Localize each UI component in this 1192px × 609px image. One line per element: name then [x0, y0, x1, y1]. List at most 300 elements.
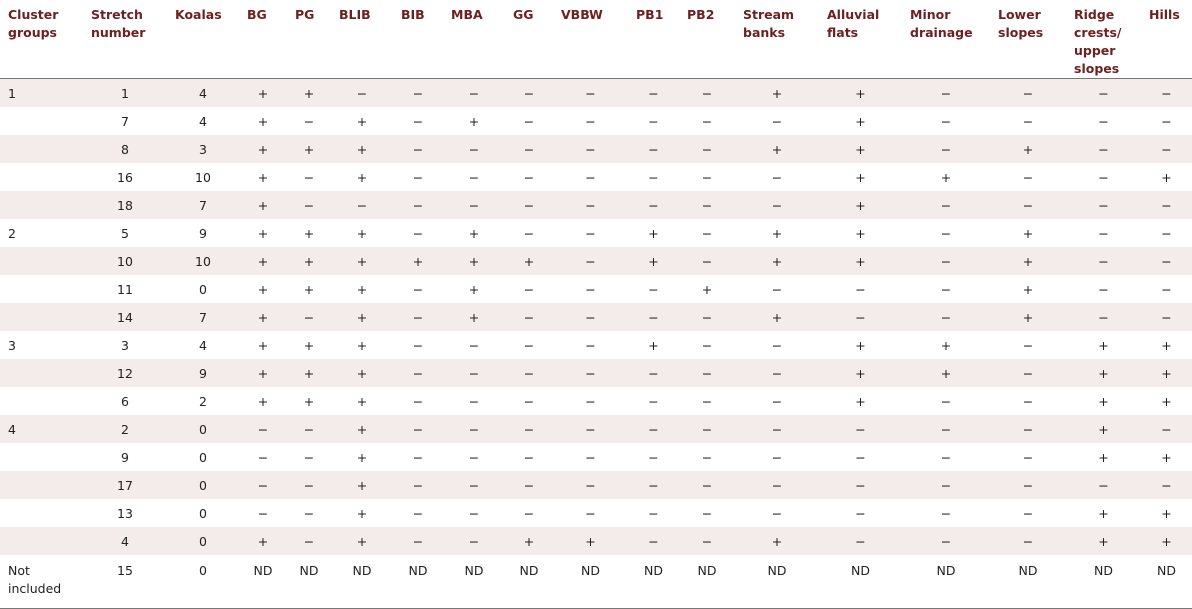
column-header: PG — [287, 0, 331, 79]
presence-cell: − — [902, 303, 990, 331]
presence-cell: − — [628, 191, 679, 219]
presence-cell: + — [855, 169, 866, 185]
table-row — [0, 79, 1192, 108]
table-row — [0, 107, 1192, 135]
presence-cell: + — [239, 527, 287, 555]
presence-cell: − — [553, 79, 628, 108]
presence-cell: − — [1098, 281, 1109, 297]
presence-cell: + — [735, 303, 819, 331]
presence-cell: ND — [1066, 555, 1141, 609]
cluster-cell — [0, 387, 83, 415]
table-row — [0, 219, 1192, 247]
presence-cell: + — [1141, 527, 1192, 555]
presence-cell: − — [1066, 191, 1141, 219]
presence-cell: − — [1161, 281, 1172, 297]
presence-cell: + — [648, 337, 659, 353]
presence-cell: + — [819, 191, 902, 219]
presence-cell: − — [303, 113, 315, 129]
presence-cell: − — [940, 449, 952, 465]
presence-cell: + — [1098, 505, 1109, 521]
presence-cell: − — [679, 415, 735, 443]
presence-cell: + — [331, 359, 393, 387]
presence-cell: + — [257, 225, 269, 241]
table-row — [0, 359, 1192, 387]
presence-cell: − — [523, 505, 535, 521]
stretch-cell: 8 — [83, 135, 167, 163]
koalas-cell: 10 — [195, 169, 211, 185]
stretch-cell: 2 — [83, 415, 167, 443]
cluster-cell — [0, 275, 83, 303]
presence-cell: − — [679, 471, 735, 499]
presence-cell: − — [648, 505, 659, 521]
presence-cell: − — [648, 449, 659, 465]
presence-cell: + — [1022, 225, 1034, 241]
presence-cell: + — [735, 247, 819, 275]
presence-cell: − — [1141, 247, 1192, 275]
presence-cell: + — [701, 281, 713, 297]
presence-cell: + — [443, 247, 505, 275]
cluster-cell: Not included — [0, 555, 83, 609]
presence-cell: − — [628, 303, 679, 331]
presence-cell: − — [701, 113, 713, 129]
presence-cell: − — [393, 191, 443, 219]
column-header: Alluvial flats — [819, 0, 902, 79]
presence-cell: − — [1066, 79, 1141, 108]
presence-cell: − — [819, 471, 902, 499]
presence-cell: − — [443, 79, 505, 108]
presence-cell: ND — [443, 555, 505, 609]
presence-cell: − — [585, 337, 596, 353]
presence-cell: + — [239, 247, 287, 275]
presence-cell: − — [331, 79, 393, 108]
presence-cell: − — [393, 471, 443, 499]
presence-cell: + — [331, 415, 393, 443]
presence-cell: + — [1098, 393, 1109, 409]
presence-cell: + — [855, 225, 866, 241]
presence-cell: − — [1066, 135, 1141, 163]
presence-cell: ND — [819, 555, 902, 609]
presence-cell: − — [1066, 471, 1141, 499]
presence-cell: − — [412, 393, 424, 409]
presence-cell: + — [468, 113, 480, 129]
column-header: Ridge crests/ upper slopes — [1066, 0, 1141, 79]
header-row — [0, 0, 1192, 79]
presence-cell: − — [679, 191, 735, 219]
table-row — [0, 443, 1192, 471]
presence-cell: − — [1022, 169, 1034, 185]
presence-cell: − — [303, 505, 315, 521]
koalas-cell: 0 — [167, 471, 239, 499]
presence-cell: − — [523, 169, 535, 185]
cluster-cell — [0, 359, 83, 387]
presence-cell: − — [585, 113, 596, 129]
presence-cell: − — [1141, 471, 1192, 499]
presence-cell: + — [902, 359, 990, 387]
presence-cell: − — [735, 471, 819, 499]
presence-cell: ND — [331, 555, 393, 609]
presence-cell: + — [990, 303, 1066, 331]
column-header: Hills — [1141, 0, 1192, 79]
koalas-cell: 9 — [167, 359, 239, 387]
presence-cell: − — [701, 169, 713, 185]
table-row — [0, 331, 1192, 359]
presence-cell: − — [505, 191, 553, 219]
presence-cell: − — [412, 337, 424, 353]
presence-cell: + — [1098, 337, 1109, 353]
presence-cell: + — [819, 247, 902, 275]
column-header: Minor drainage — [902, 0, 990, 79]
presence-cell: − — [287, 191, 331, 219]
presence-cell: − — [771, 113, 783, 129]
koalas-cell: 4 — [199, 113, 207, 129]
presence-cell: − — [523, 449, 535, 465]
presence-cell: ND — [393, 555, 443, 609]
presence-cell: − — [505, 135, 553, 163]
presence-cell: + — [331, 303, 393, 331]
presence-cell: − — [239, 471, 287, 499]
table-row — [0, 499, 1192, 527]
table-row — [0, 247, 1192, 275]
presence-cell: + — [855, 337, 866, 353]
koalas-cell: 0 — [199, 505, 207, 521]
stretch-cell: 3 — [121, 337, 129, 353]
table-row — [0, 555, 1192, 609]
presence-cell: + — [303, 281, 315, 297]
presence-cell: − — [902, 135, 990, 163]
presence-cell: − — [1022, 505, 1034, 521]
presence-cell: − — [628, 415, 679, 443]
presence-cell: + — [648, 225, 659, 241]
table-row — [0, 135, 1192, 163]
stretch-cell: 13 — [117, 505, 133, 521]
presence-cell: − — [505, 303, 553, 331]
column-header: Stretch number — [83, 0, 167, 79]
presence-cell: − — [393, 527, 443, 555]
presence-cell: + — [1066, 359, 1141, 387]
presence-cell: + — [239, 303, 287, 331]
presence-cell: − — [648, 281, 659, 297]
presence-cell: − — [1022, 337, 1034, 353]
presence-cell: − — [1022, 113, 1034, 129]
table-row — [0, 471, 1192, 499]
presence-cell: − — [771, 393, 783, 409]
presence-cell: + — [443, 303, 505, 331]
presence-cell: + — [356, 169, 368, 185]
presence-cell: − — [287, 471, 331, 499]
presence-cell: − — [1141, 191, 1192, 219]
presence-cell: − — [443, 527, 505, 555]
presence-cell: − — [505, 79, 553, 108]
presence-cell: + — [356, 505, 368, 521]
presence-cell: − — [1098, 113, 1109, 129]
presence-cell: − — [940, 225, 952, 241]
presence-cell: + — [393, 247, 443, 275]
presence-cell: − — [990, 191, 1066, 219]
presence-cell: − — [855, 449, 866, 465]
presence-cell: − — [735, 359, 819, 387]
presence-cell: − — [990, 415, 1066, 443]
presence-cell: + — [1066, 415, 1141, 443]
presence-cell: + — [1161, 449, 1172, 465]
presence-cell: − — [523, 225, 535, 241]
presence-cell: − — [701, 505, 713, 521]
presence-cell: − — [468, 449, 480, 465]
presence-cell: − — [628, 527, 679, 555]
cluster-cell — [0, 191, 83, 219]
presence-cell: + — [303, 393, 315, 409]
presence-cell: + — [303, 337, 315, 353]
presence-cell: − — [679, 359, 735, 387]
presence-cell: − — [679, 303, 735, 331]
presence-cell: + — [257, 393, 269, 409]
cluster-cell: 2 — [8, 225, 16, 241]
presence-cell: ND — [1141, 555, 1192, 609]
presence-cell: + — [505, 247, 553, 275]
presence-cell: − — [902, 247, 990, 275]
presence-cell: + — [990, 247, 1066, 275]
column-header: Lower slopes — [990, 0, 1066, 79]
koalas-cell: 4 — [199, 337, 207, 353]
presence-cell: − — [443, 471, 505, 499]
presence-cell: − — [585, 169, 596, 185]
stretch-cell: 5 — [121, 225, 129, 241]
presence-cell: − — [940, 281, 952, 297]
cluster-cell — [0, 163, 83, 191]
presence-cell: − — [393, 415, 443, 443]
presence-cell: ND — [679, 555, 735, 609]
presence-cell: − — [1161, 225, 1172, 241]
presence-cell: − — [585, 505, 596, 521]
presence-cell: − — [303, 449, 315, 465]
presence-cell: − — [553, 415, 628, 443]
koalas-cell: 2 — [199, 393, 207, 409]
presence-cell: − — [412, 449, 424, 465]
presence-cell: + — [819, 359, 902, 387]
presence-cell: + — [239, 135, 287, 163]
presence-cell: − — [1022, 449, 1034, 465]
presence-cell: − — [990, 471, 1066, 499]
presence-cell: − — [412, 225, 424, 241]
stretch-cell: 14 — [83, 303, 167, 331]
presence-cell: + — [819, 135, 902, 163]
presence-cell: − — [303, 169, 315, 185]
presence-cell: − — [443, 359, 505, 387]
presence-cell: − — [628, 79, 679, 108]
presence-cell: − — [585, 449, 596, 465]
presence-cell: − — [735, 191, 819, 219]
presence-cell: + — [287, 79, 331, 108]
table-row — [0, 387, 1192, 415]
presence-cell: − — [523, 281, 535, 297]
table-row — [0, 415, 1192, 443]
presence-cell: − — [1098, 225, 1109, 241]
presence-cell: − — [585, 281, 596, 297]
presence-cell: + — [287, 359, 331, 387]
presence-cell: − — [771, 505, 783, 521]
cluster-cell: 4 — [0, 415, 83, 443]
stretch-cell: 10 — [83, 247, 167, 275]
presence-cell: − — [940, 393, 952, 409]
column-header: PB1 — [628, 0, 679, 79]
presence-cell: − — [412, 169, 424, 185]
koalas-cell: 10 — [167, 247, 239, 275]
presence-cell: − — [553, 359, 628, 387]
cluster-cell — [0, 303, 83, 331]
presence-cell: − — [443, 135, 505, 163]
presence-cell: − — [819, 303, 902, 331]
column-header: Cluster groups — [0, 0, 83, 79]
presence-cell: + — [468, 225, 480, 241]
presence-cell: − — [819, 415, 902, 443]
presence-cell: + — [771, 225, 783, 241]
stretch-cell: 11 — [117, 281, 133, 297]
presence-cell: − — [771, 449, 783, 465]
presence-cell: − — [628, 135, 679, 163]
stretch-cell: 18 — [83, 191, 167, 219]
presence-cell: − — [771, 337, 783, 353]
presence-cell: + — [1161, 169, 1172, 185]
presence-cell: − — [393, 79, 443, 108]
presence-cell: − — [819, 527, 902, 555]
presence-cell: − — [257, 505, 269, 521]
cluster-cell: 3 — [8, 337, 16, 353]
presence-cell: − — [990, 79, 1066, 108]
presence-cell: + — [331, 247, 393, 275]
presence-cell: + — [735, 135, 819, 163]
presence-cell: − — [771, 169, 783, 185]
presence-cell: + — [257, 337, 269, 353]
presence-cell: − — [553, 303, 628, 331]
stretch-cell: 7 — [121, 113, 129, 129]
presence-cell: + — [287, 247, 331, 275]
presence-cell: − — [771, 281, 783, 297]
presence-cell: + — [356, 113, 368, 129]
presence-cell: − — [701, 225, 713, 241]
column-header: Stream banks — [735, 0, 819, 79]
presence-cell: + — [940, 337, 952, 353]
presence-cell: − — [940, 505, 952, 521]
presence-cell: + — [990, 135, 1066, 163]
presence-cell: − — [1141, 415, 1192, 443]
presence-cell: − — [585, 225, 596, 241]
presence-cell: − — [585, 393, 596, 409]
cluster-cell — [0, 135, 83, 163]
presence-cell: + — [331, 527, 393, 555]
koalas-cell: 0 — [199, 281, 207, 297]
presence-cell: + — [819, 79, 902, 108]
stretch-cell: 4 — [83, 527, 167, 555]
presence-cell: + — [940, 169, 952, 185]
presence-cell: + — [855, 393, 866, 409]
presence-cell: − — [393, 135, 443, 163]
koalas-cell: 0 — [167, 555, 239, 609]
table-row — [0, 191, 1192, 219]
table-row — [0, 303, 1192, 331]
koalas-cell: 0 — [167, 415, 239, 443]
column-header: Koalas — [167, 0, 239, 79]
presence-cell: − — [468, 393, 480, 409]
presence-cell: − — [940, 113, 952, 129]
presence-cell: + — [505, 527, 553, 555]
presence-cell: − — [1141, 135, 1192, 163]
presence-cell: − — [701, 393, 713, 409]
column-header: BLIB — [331, 0, 393, 79]
stretch-cell: 17 — [83, 471, 167, 499]
presence-cell: − — [468, 505, 480, 521]
cluster-cell: 1 — [0, 79, 83, 108]
presence-cell: − — [1022, 393, 1034, 409]
presence-cell: − — [287, 527, 331, 555]
presence-cell: − — [1141, 303, 1192, 331]
presence-cell: − — [990, 359, 1066, 387]
table-row — [0, 527, 1192, 555]
presence-cell: + — [331, 471, 393, 499]
koalas-cell: 7 — [167, 191, 239, 219]
presence-cell: + — [1161, 393, 1172, 409]
presence-cell: − — [412, 113, 424, 129]
presence-cell: + — [1066, 527, 1141, 555]
column-header: VBBW — [553, 0, 628, 79]
presence-cell: − — [505, 359, 553, 387]
presence-cell: + — [239, 191, 287, 219]
presence-cell: − — [990, 527, 1066, 555]
stretch-cell: 1 — [83, 79, 167, 108]
presence-cell: + — [1161, 505, 1172, 521]
presence-cell: − — [902, 79, 990, 108]
presence-cell: + — [239, 79, 287, 108]
presence-cell: + — [735, 527, 819, 555]
presence-cell: + — [356, 449, 368, 465]
cluster-cell — [0, 499, 83, 527]
presence-cell: + — [468, 281, 480, 297]
presence-cell: ND — [505, 555, 553, 609]
koalas-cell: 9 — [199, 225, 207, 241]
presence-cell: ND — [553, 555, 628, 609]
presence-cell: − — [701, 337, 713, 353]
koalas-cell: 4 — [167, 79, 239, 108]
presence-cell: + — [257, 281, 269, 297]
presence-cell: − — [553, 247, 628, 275]
presence-cell: − — [902, 415, 990, 443]
presence-cell: − — [287, 415, 331, 443]
stretch-cell: 15 — [83, 555, 167, 609]
presence-cell: − — [679, 135, 735, 163]
presence-cell: − — [468, 169, 480, 185]
presence-cell: + — [735, 79, 819, 108]
presence-cell: − — [523, 113, 535, 129]
presence-cell: + — [855, 113, 866, 129]
stretch-cell: 12 — [83, 359, 167, 387]
presence-cell: − — [553, 135, 628, 163]
presence-cell: − — [553, 471, 628, 499]
presence-cell: + — [1141, 359, 1192, 387]
stretch-cell: 9 — [121, 449, 129, 465]
presence-cell: − — [648, 113, 659, 129]
presence-cell: − — [287, 303, 331, 331]
presence-cell: − — [505, 471, 553, 499]
presence-cell: − — [523, 393, 535, 409]
presence-cell: + — [356, 281, 368, 297]
table-row — [0, 275, 1192, 303]
presence-cell: − — [1098, 169, 1109, 185]
presence-cell: − — [679, 247, 735, 275]
presence-cell: − — [443, 415, 505, 443]
presence-cell: − — [505, 415, 553, 443]
column-header: BIB — [393, 0, 443, 79]
presence-cell: ND — [287, 555, 331, 609]
presence-cell: − — [393, 359, 443, 387]
presence-cell: − — [1066, 303, 1141, 331]
